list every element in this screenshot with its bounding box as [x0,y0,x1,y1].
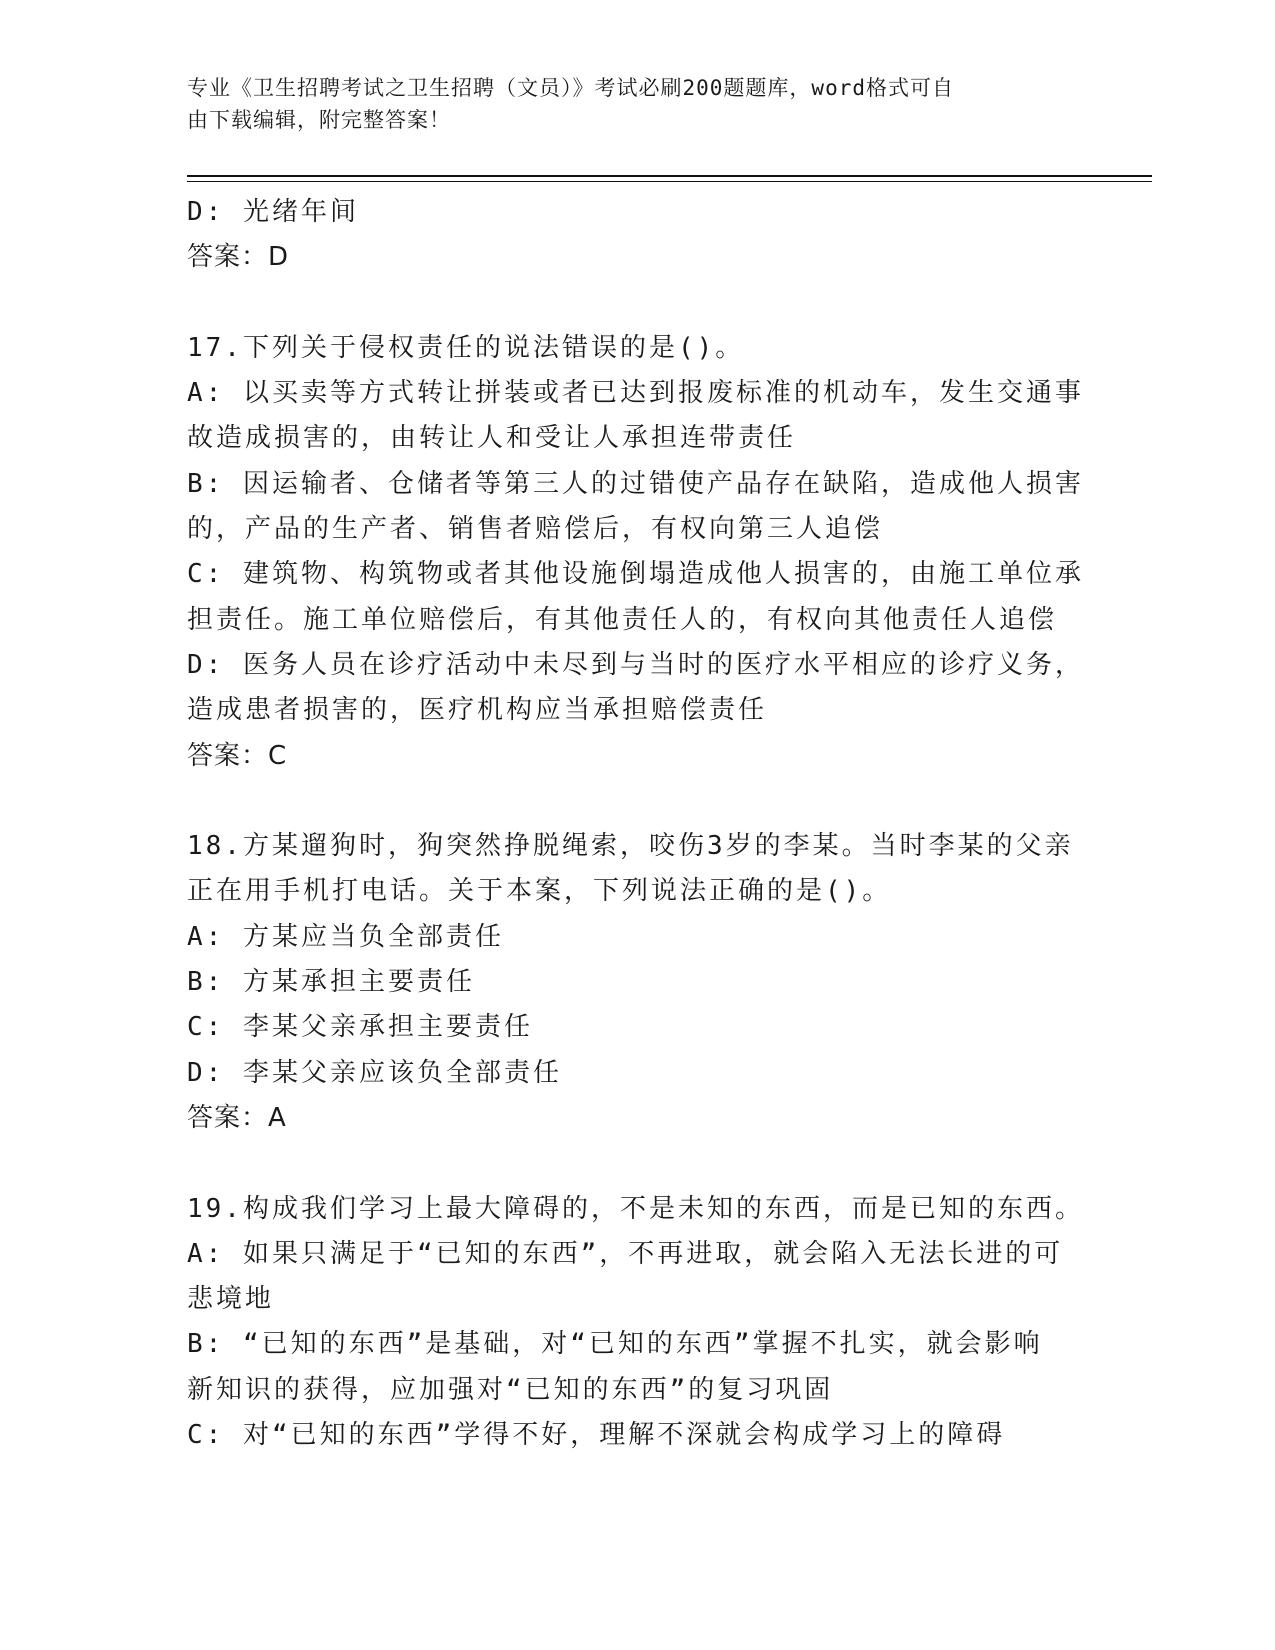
header-rule-thin [187,181,1152,182]
document-body [187,190,1084,1458]
option-b: B: 方某承担主要责任 [187,967,475,998]
option-a: A: 如果只满足于“已知的东西”，不再进取，就会陷入无法长进的可 [187,1238,1064,1269]
option-d: D: 医务人员在诊疗活动中未尽到与当时的医疗水平相应的诊疗义务， [187,649,1084,680]
continued-option-d: D: 光绪年间 [187,197,359,227]
page-header [187,72,1067,136]
option-a: A: 方某应当负全部责任 [187,921,504,952]
option-a-cont: 悲境地 [187,1284,275,1315]
option-c: C: 建筑物、构筑物或者其他设施倒塌造成他人损害的，由施工单位承 [187,559,1084,590]
option-b-cont: 的，产品的生产者、销售者赔偿后，有权向第三人追偿 [187,514,884,545]
question-19 [187,1187,1084,1459]
continued-answer: 答案：D [187,242,290,273]
option-c-cont: 担责任。施工单位赔偿后，有其他责任人的，有权向其他责任人追偿 [187,604,1058,635]
option-b: B: 因运输者、仓储者等第三人的过错使产品存在缺陷，造成他人损害 [187,468,1084,499]
option-d: D: 李某父亲应该负全部责任 [187,1057,562,1088]
option-a: A: 以买卖等方式转让拼装或者已达到报废标准的机动车，发生交通事 [187,378,1084,409]
option-d-cont: 造成患者损害的，医疗机构应当承担赔偿责任 [187,695,768,726]
question-18 [187,824,1077,1141]
question-17 [187,326,1084,779]
header-rule-thick [187,175,1152,177]
header-line-2: 由下载编辑，附完整答案！ [187,108,451,132]
header-line-1: 专业《卫生招聘考试之卫生招聘（文员）》考试必刷200题题库，word格式可自 [187,76,954,100]
option-c: C: 李某父亲承担主要责任 [187,1012,533,1043]
option-a-cont: 故造成损害的，由转让人和受让人承担连带责任 [187,423,797,454]
question-stem: 19.构成我们学习上最大障碍的，不是未知的东西，而是已知的东西。 [187,1193,1084,1224]
answer: 答案：A [187,1102,287,1133]
question-stem: 18.方某遛狗时，狗突然挣脱绳索，咬伤3岁的李某。当时李某的父亲 [187,831,1074,862]
answer: 答案：C [187,740,288,771]
question-stem: 17.下列关于侵权责任的说法错误的是()。 [187,332,745,363]
option-b-cont: 新知识的获得，应加强对“已知的东西”的复习巩固 [187,1374,834,1405]
option-c: C: 对“已知的东西”学得不好，理解不深就会构成学习上的障碍 [187,1420,1006,1451]
option-b: B: “已知的东西”是基础，对“已知的东西”掌握不扎实，就会影响 [187,1329,1043,1360]
question-stem-cont: 正在用手机打电话。关于本案，下列说法正确的是()。 [187,876,892,907]
